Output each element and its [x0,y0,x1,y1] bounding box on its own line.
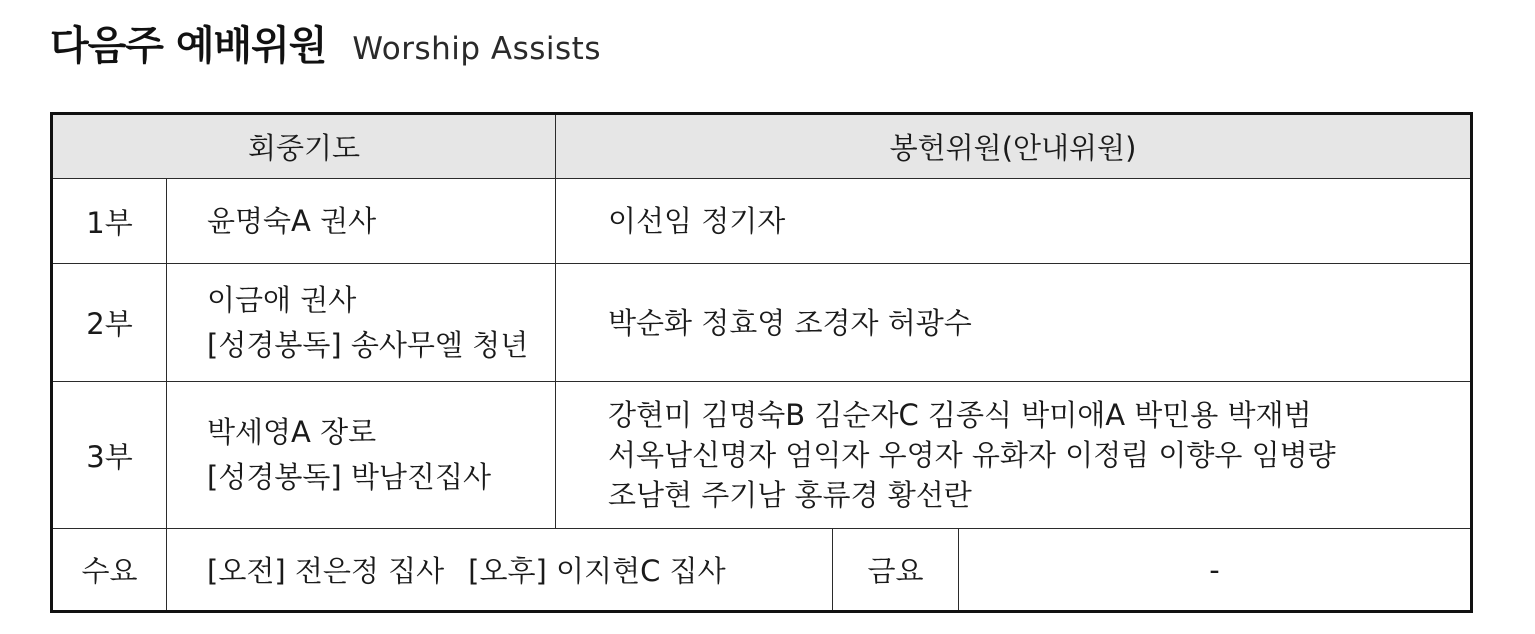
page-subtitle: Worship Assists [352,31,601,67]
table-row-midweek [52,529,1472,612]
wednesday-afternoon: [오후] 이지현C 집사 [468,554,726,588]
prayer-name: 이금애 권사 [207,282,357,317]
wednesday-prayer-cell [167,529,833,612]
wednesday-label: 수요 [52,529,167,612]
usher-names-line-1: 강현미 김명숙B 김순자C 김종식 박미애A 박민용 박재범 [608,398,1312,432]
prayer-name: 박세영A 장로 [207,415,377,449]
table-row [52,179,1472,264]
page-header [50,14,601,84]
worship-assists-table [50,112,1473,613]
header-offering-ushers: 봉헌위원(안내위원) [556,114,1472,179]
prayer-cell [167,264,556,382]
wednesday-morning: [오전] 전은정 집사 [207,554,445,588]
prayer-cell [167,382,556,529]
service-label: 2부 [52,264,167,382]
prayer-cell [167,179,556,264]
table-header-row [52,114,1472,179]
table-row [52,264,1472,382]
page-title: 다음주 예배위원 [50,23,327,69]
table-row [52,382,1472,529]
friday-value: - [959,529,1472,612]
service-label: 1부 [52,179,167,264]
scripture-reader: [성경봉독] 박남진집사 [207,460,491,494]
usher-cell [556,382,1472,529]
usher-cell [556,264,1472,382]
friday-label: 금요 [833,529,959,612]
usher-names-line-3: 조남현 주기남 홍류경 황선란 [608,478,972,512]
header-congregational-prayer: 회중기도 [52,114,556,179]
usher-cell [556,179,1472,264]
prayer-name: 윤명숙A 권사 [207,203,377,238]
usher-names: 이선임 정기자 [608,204,786,238]
scripture-reader: [성경봉독] 송사무엘 청년 [207,327,529,362]
usher-names: 박순화 정효영 조경자 허광수 [608,305,972,340]
usher-names-line-2: 서옥남신명자 엄익자 우영자 유화자 이정림 이향우 임병량 [608,438,1336,472]
service-label: 3부 [52,382,167,529]
